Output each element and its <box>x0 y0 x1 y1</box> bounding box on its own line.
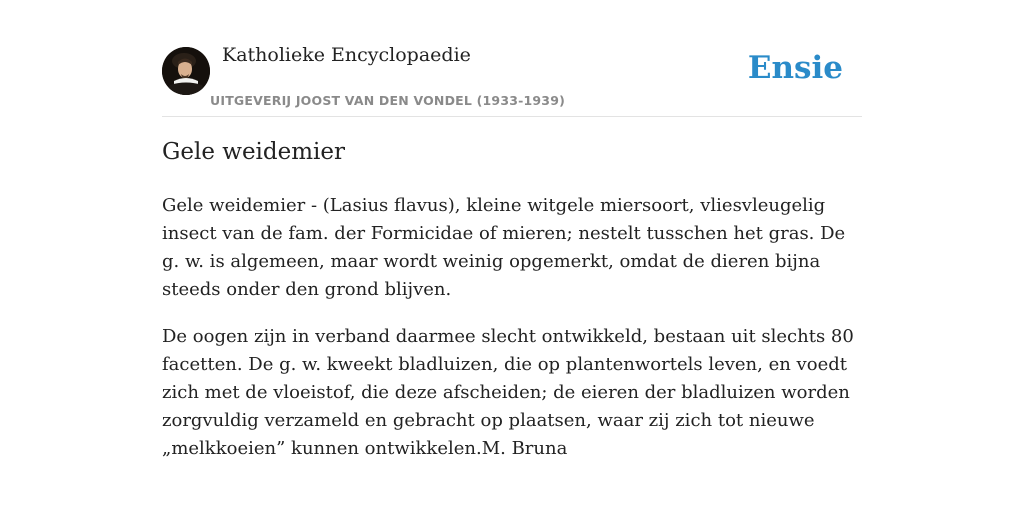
entry-paragraph: De oogen zijn in verband daarmee slecht ontwikkeld, bestaan uit slechts 80 facetten. De g. w. kweekt bladluizen, die op plantenwortels leven, en voedt zich met de vloeistof, die deze afscheiden; de eieren der bladluizen worden zorgvuldig verzameld en gebracht op plaatsen, waar zij zich tot nieuwe „melkkoeien” kunnen ontwikkelen.M. Bruna <box>162 326 854 459</box>
publication-header <box>162 0 862 117</box>
publication-title[interactable]: Katholieke Encyclopaedie <box>222 44 471 66</box>
article-container <box>162 0 862 459</box>
entry-body <box>162 192 862 482</box>
portrait-avatar-icon[interactable] <box>162 47 210 95</box>
publication-subtitle: UITGEVERIJ JOOST VAN DEN VONDEL (1933-1939) <box>210 93 566 108</box>
portrait-avatar-graphic <box>162 47 210 95</box>
entry-title: Gele weidemier <box>162 139 346 165</box>
entry-paragraph: Gele weidemier - (Lasius flavus), kleine witgele miersoort, vliesvleugelig insect van de fam. der Formicidae of mieren; nestelt tusschen het gras. De g. w. is algemeen, maar wordt weinig opgemerkt, omdat de dieren bijna steeds onder den grond blijven. <box>162 195 846 300</box>
ensie-logo[interactable]: Ensie <box>747 50 843 86</box>
